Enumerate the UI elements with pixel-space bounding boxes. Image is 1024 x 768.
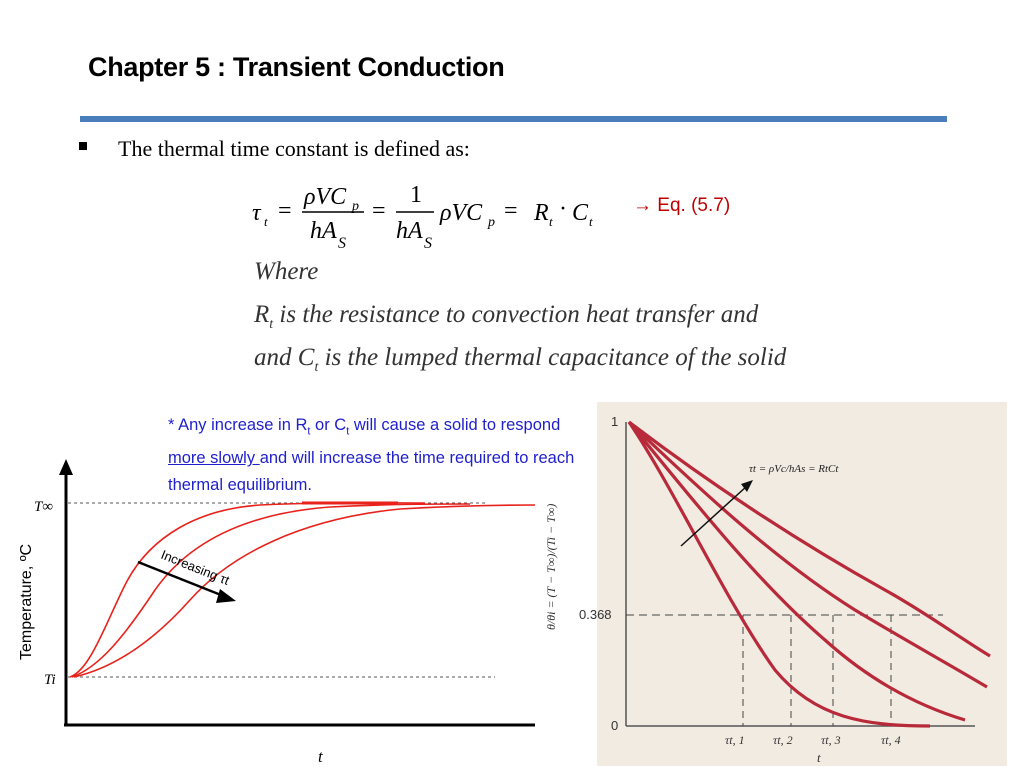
svg-text:R: R bbox=[534, 200, 549, 226]
svg-text:hA: hA bbox=[310, 218, 337, 244]
note-underlined: more slowly bbox=[168, 449, 260, 468]
bullet-square-icon bbox=[79, 142, 87, 150]
definition-prefix: and bbox=[254, 344, 298, 371]
symbol-c: C bbox=[297, 344, 315, 371]
definition-capacitance-text: is the lumped thermal capacitance of the solid bbox=[318, 344, 787, 371]
svg-text:=: = bbox=[504, 198, 518, 224]
y-tick-1: 1 bbox=[611, 414, 619, 429]
svg-text:p: p bbox=[488, 215, 495, 230]
tau-tick-2: τt, 2 bbox=[773, 733, 793, 747]
svg-text:=: = bbox=[372, 198, 386, 224]
note-part: * Any increase in R bbox=[168, 416, 308, 434]
tau-tick-4: τt, 4 bbox=[881, 733, 901, 747]
note-sub: t bbox=[307, 425, 311, 438]
svg-text:p: p bbox=[352, 199, 359, 214]
increasing-label: Increasing τt bbox=[158, 546, 232, 588]
svg-text:·: · bbox=[559, 196, 567, 222]
tau-tick-1: τt, 1 bbox=[725, 733, 745, 747]
temperature-curve-1 bbox=[70, 503, 425, 677]
title-divider bbox=[80, 116, 947, 122]
svg-text:hA: hA bbox=[396, 218, 423, 244]
temperature-curves bbox=[70, 503, 535, 677]
temperature-curve-3 bbox=[74, 505, 535, 677]
theta-vs-time-chart bbox=[535, 400, 1024, 768]
tau-tick-3: τt, 3 bbox=[821, 733, 841, 747]
increasing-arrow-head-icon bbox=[216, 589, 236, 603]
slide-title: Chapter 5 : Transient Conduction bbox=[88, 52, 505, 82]
where-label: Where bbox=[254, 258, 319, 285]
time-constant-equation bbox=[248, 176, 608, 252]
note-sub: t bbox=[346, 425, 350, 438]
y-axis-arrow-icon bbox=[59, 459, 73, 475]
y-tick-0368: 0.368 bbox=[579, 607, 612, 622]
symbol-r-sub: t bbox=[269, 317, 274, 332]
svg-text:C: C bbox=[572, 200, 589, 226]
svg-text:1: 1 bbox=[410, 182, 422, 208]
symbol-c-sub: t bbox=[314, 360, 319, 375]
svg-text:t: t bbox=[264, 214, 268, 229]
svg-text:t: t bbox=[589, 214, 593, 229]
t-i-label: Ti bbox=[44, 672, 56, 688]
svg-text:=: = bbox=[278, 198, 292, 224]
svg-text:ρVC: ρVC bbox=[440, 200, 483, 226]
symbol-r: R bbox=[254, 301, 270, 328]
inset-equation: τt = ρVc/hAs = RtCt bbox=[749, 463, 839, 475]
x-axis-label: t bbox=[817, 750, 821, 765]
note-part: or C bbox=[310, 416, 347, 434]
note-part: and will increase the time required to reach thermal equilibrium. bbox=[168, 449, 575, 495]
definition-resistance-text: is the resistance to convection heat transfer and bbox=[273, 301, 759, 328]
equation-reference: → Eq. (5.7) bbox=[633, 195, 731, 216]
svg-text:ρVC: ρVC bbox=[304, 184, 347, 210]
note-part: will cause a solid to respond bbox=[349, 416, 561, 434]
svg-text:S: S bbox=[424, 235, 432, 252]
svg-text:S: S bbox=[338, 235, 346, 252]
x-axis-label: t bbox=[318, 747, 323, 766]
svg-text:τ: τ bbox=[252, 200, 261, 226]
y-axis-label: θ/θi = (T − T∞)/(Ti − T∞) bbox=[544, 503, 558, 630]
bullet-text: The thermal time constant is defined as: bbox=[118, 136, 470, 161]
temperature-vs-time-chart bbox=[0, 455, 545, 768]
y-axis-label: Temperature, ºC bbox=[18, 543, 35, 660]
definition-resistance bbox=[254, 301, 758, 333]
t-inf-label: T∞ bbox=[34, 499, 54, 515]
y-tick-0: 0 bbox=[611, 718, 619, 733]
svg-text:t: t bbox=[549, 214, 553, 229]
definition-capacitance bbox=[254, 344, 786, 376]
